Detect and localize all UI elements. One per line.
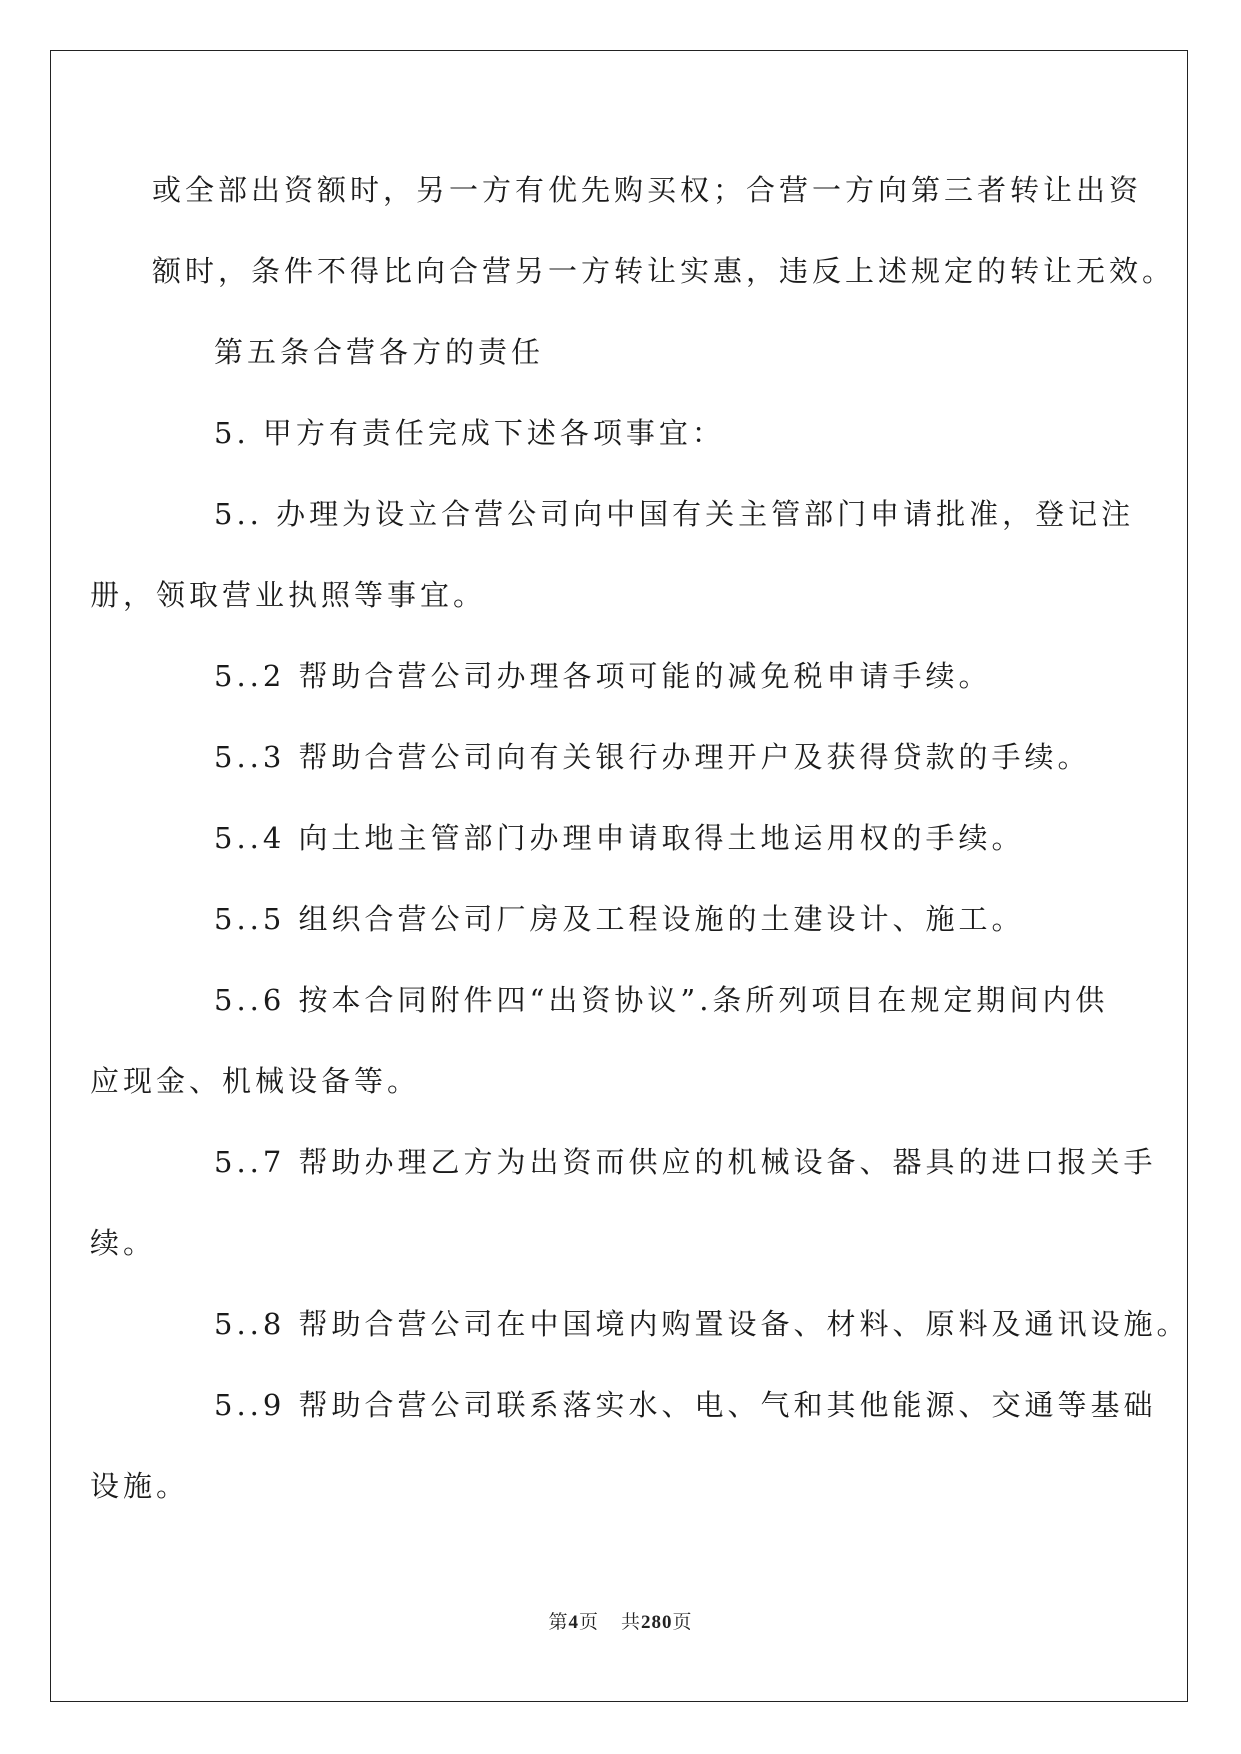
text-line: 5..2 帮助合营公司办理各项可能的减免税申请手续。 bbox=[214, 659, 992, 693]
page-prefix: 第 bbox=[548, 1612, 569, 1633]
text-line: 续。 bbox=[90, 1226, 157, 1260]
paragraph bbox=[152, 717, 1092, 798]
text-line: 第五条合营各方的责任 bbox=[214, 335, 545, 369]
text-line: 5..7 帮助办理乙方为出资而供应的机械设备、器具的进口报关手 bbox=[214, 1145, 1157, 1179]
text-line: 5.. 办理为设立合营公司向中国有关主管部门申请批准，登记注 bbox=[214, 497, 1135, 531]
page-number: 4 bbox=[568, 1612, 579, 1633]
document-body bbox=[90, 150, 1190, 1527]
paragraph bbox=[90, 1122, 1157, 1284]
text-line: 5. 甲方有责任完成下述各项事宜： bbox=[214, 416, 725, 450]
paragraph bbox=[152, 798, 1092, 879]
text-line: 5..6 按本合同附件四“出资协议”.条所列项目在规定期间内供 bbox=[214, 983, 1109, 1017]
page-footer bbox=[0, 1607, 1241, 1634]
paragraph bbox=[90, 474, 1135, 636]
text-line: 5..4 向土地主管部门办理申请取得土地运用权的手续。 bbox=[214, 821, 1025, 855]
paragraph bbox=[152, 150, 1176, 312]
paragraph bbox=[152, 636, 1092, 717]
text-line: 册，领取营业执照等事宜。 bbox=[90, 578, 487, 612]
total-suffix: 页 bbox=[672, 1612, 693, 1633]
paragraph bbox=[90, 1365, 1157, 1527]
paragraph bbox=[90, 960, 1109, 1122]
text-line: 5..3 帮助合营公司向有关银行办理开户及获得贷款的手续。 bbox=[214, 740, 1091, 774]
paragraph bbox=[152, 393, 1092, 474]
text-line: 5..8 帮助合营公司在中国境内购置设备、材料、原料及通讯设施。 bbox=[214, 1307, 1190, 1341]
text-line: 5..9 帮助合营公司联系落实水、电、气和其他能源、交通等基础 bbox=[214, 1388, 1157, 1422]
text-line: 5..5 组织合营公司厂房及工程设施的土建设计、施工。 bbox=[214, 902, 1025, 936]
paragraph bbox=[152, 879, 1092, 960]
text-line: 额时，条件不得比向合营另一方转让实惠，违反上述规定的转让无效。 bbox=[152, 254, 1176, 288]
text-line: 应现金、机械设备等。 bbox=[90, 1064, 421, 1098]
page-suffix: 页 bbox=[578, 1612, 599, 1633]
text-line: 设施。 bbox=[90, 1469, 190, 1503]
section-heading bbox=[152, 312, 1092, 393]
total-prefix: 共 bbox=[621, 1612, 642, 1633]
paragraph bbox=[152, 1284, 1190, 1365]
total-pages: 280 bbox=[641, 1612, 673, 1633]
text-line: 或全部出资额时，另一方有优先购买权；合营一方向第三者转让出资 bbox=[152, 173, 1143, 207]
